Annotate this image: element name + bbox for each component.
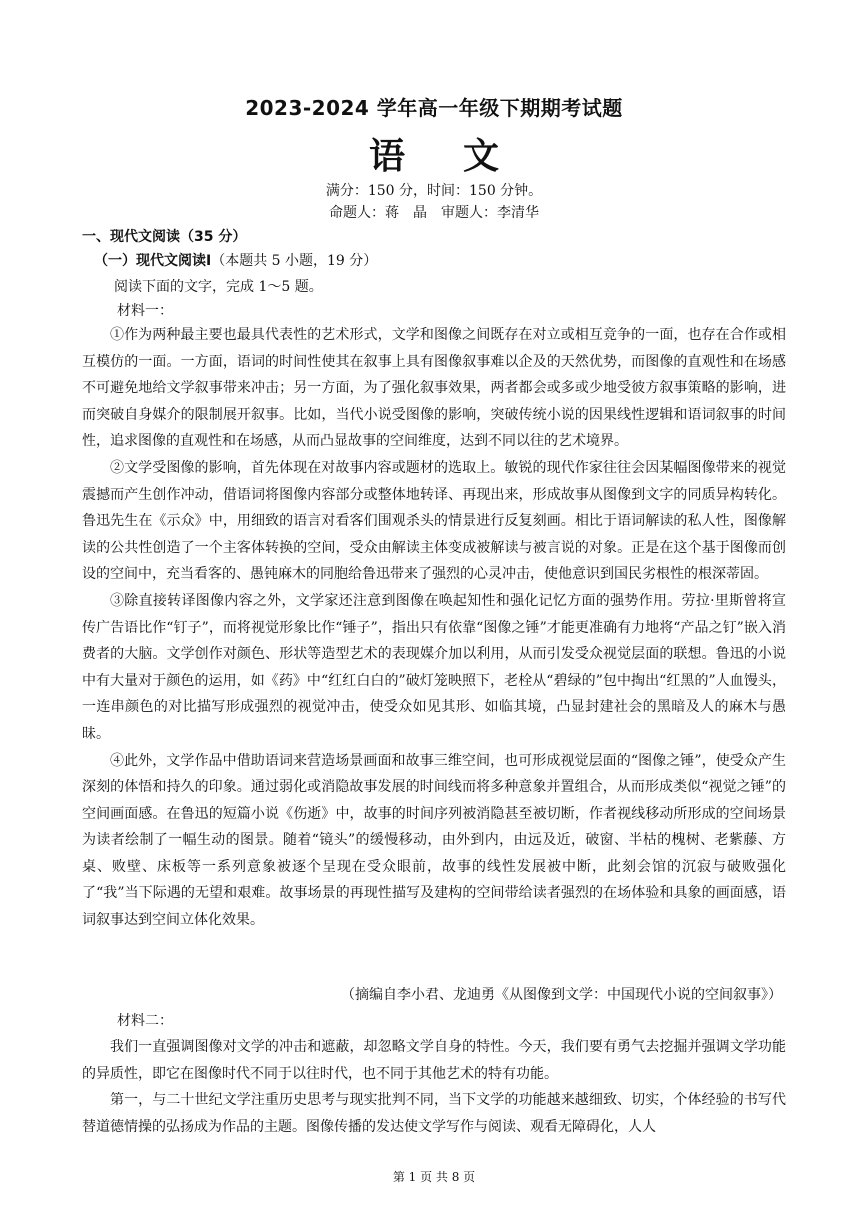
subsection-label: （一）现代文阅读Ⅰ (94, 253, 212, 269)
material-one-body (82, 322, 786, 934)
section-heading: 一、现代文阅读（35 分） (82, 229, 247, 245)
page-number: 第 1 页 共 8 页 (392, 1170, 476, 1184)
paragraph-2: ②文学受图像的影响，首先体现在对故事内容或题材的选取上。敏锐的现代作家往往会因某幅图像带来的视觉震撼而产生创作冲动，借语词将图像内容部分或整体地转译、再现出来，形成故事从图像到文字的同质异构转化。鲁迅先生在《示众》中，用细致的语言对看客们围观杀头的情景进行反复刻画。相比于语词解读的私人性，图像解读的公共性创造了一个主客体转换的空间，受众由解读主体变成被解读与被言说的对象。正是在这个基于图像而创设的空间中，充当看客的、愚钝麻木的同胞给鲁迅带来了强烈的心灵冲击，使他意识到国民劣根性的根深蒂固。 (82, 459, 786, 583)
paragraph-3: ③除直接转译图像内容之外，文学家还注意到图像在唤起知性和强化记忆方面的强势作用。劳拉·里斯曾将宣传广告语比作“钉子”，而将视觉形象比作“锤子”，指出只有依靠“图像之锤”才能更准确有力地将“产品之钉”嵌入消费者的大脑。文学创作对颜色、形状等造型艺术的表现媒介加以利用，从而引发受众视觉层面的联想。鲁迅的小说中有大量对于颜色的运用，如《药》中“红红白白的”破灯笼映照下，老栓从“碧绿的”包中掏出“红黑的”人血馒头，一连串颜色的对比描写形成强烈的视觉冲击，使受众如见其形、如临其境，凸显封建社会的黑暗及人的麻木与愚昧。 (82, 592, 786, 742)
material-two-body (82, 1034, 786, 1140)
subject-title: 语文 (368, 136, 557, 177)
source-citation: （摘编自李小君、龙迪勇《从图像到文学：中国现代小说的空间叙事》） (341, 987, 782, 1003)
score-time: 满分：150 分，时间：150 分钟。 (325, 183, 543, 199)
material-two-label: 材料二： (117, 1013, 173, 1029)
subsection-heading (94, 250, 377, 270)
subsection-note: （本题共 5 小题，19 分） (211, 253, 378, 269)
paragraph-5: 我们一直强调图像对文学的冲击和遮蔽，却忽略文学自身的特性。今天，我们要有勇气去挖掘并强调文学功能的异质性，即它在图像时代不同于以往时代，也不同于其他艺术的特有功能。 (82, 1039, 786, 1082)
material-one-label: 材料一： (117, 303, 173, 319)
paragraph-6: 第一，与二十世纪文学注重历史思考与现实批判不同，当下文学的功能越来越细致、切实，个体经验的书写代替道德情操的弘扬成为作品的主题。图像传播的发达使文学写作与阅读、观看无障碍化，人人 (82, 1092, 786, 1135)
instruction: 阅读下面的文字，完成 1～5 题。 (114, 279, 323, 295)
authors: 命题人：蒋 晶 审题人：李清华 (329, 205, 539, 221)
exam-title: 2023-2024 学年高一年级下期期考试题 (245, 96, 623, 120)
paragraph-1: ①作为两种最主要也最具代表性的艺术形式，文学和图像之间既存在对立或相互竞争的一面，也存在合作或相互模仿的一面。一方面，语词的时间性使其在叙事上具有图像叙事难以企及的天然优势，而图像的直观性和在场感不可避免地给文学叙事带来冲击；另一方面，为了强化叙事效果，两者都会或多或少地受彼方叙事策略的影响，进而突破自身媒介的限制展开叙事。比如，当代小说受图像的影响，突破传统小说的因果线性逻辑和语词叙事的时间性，追求图像的直观性和在场感，从而凸显故事的空间维度，达到不同以往的艺术境界。 (82, 327, 786, 450)
paragraph-4: ④此外，文学作品中借助语词来营造场景画面和故事三维空间，也可形成视觉层面的“图像之锤”，使受众产生深刻的体悟和持久的印象。通过弱化或消隐故事发展的时间线而将多种意象并置组合，从而形成类似“视觉之锤”的空间画面感。在鲁迅的短篇小说《伤逝》中，故事的时间序列被消隐甚至被切断，作者视线移动所形成的空间场景为读者绘制了一幅生动的图景。随着“镜头”的缓慢移动，由外到内，由远及近，破窗、半枯的槐树、老紫藤、方桌、败壁、床板等一系列意象被逐个呈现在受众眼前，故事的线性发展被中断，此刻会馆的沉寂与破败强化了“我”当下际遇的无望和艰难。故事场景的再现性描写及建构的空间带给读者强烈的在场体验和具象的画面感，语词叙事达到空间立体化效果。 (82, 752, 786, 929)
